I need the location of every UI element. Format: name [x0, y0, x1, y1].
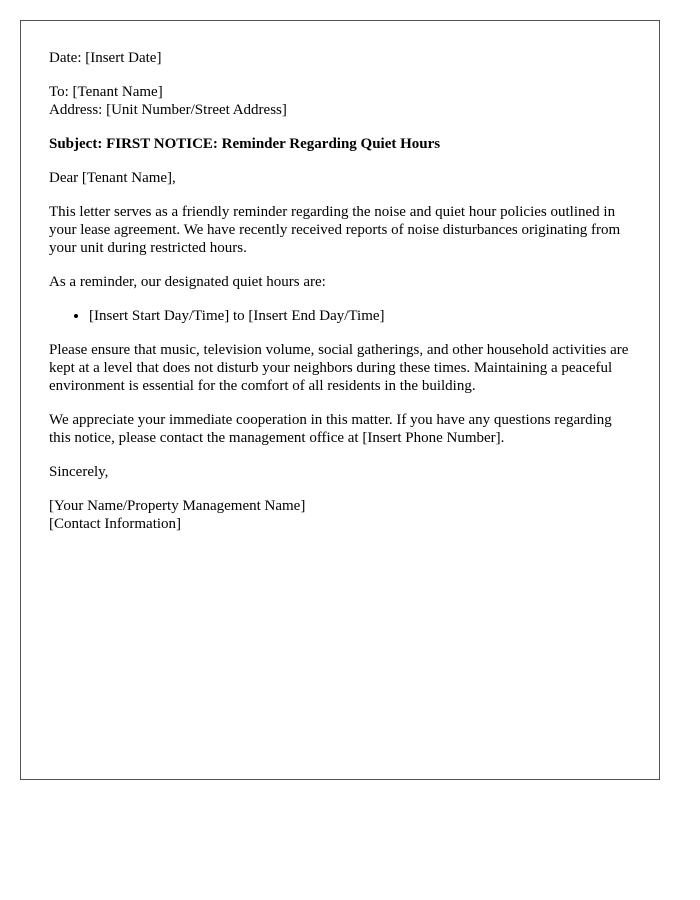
recipient-name: To: [Tenant Name] — [49, 84, 163, 100]
body-paragraph-3: Please ensure that music, television volume, social gatherings, and other household activities are kept at a level that does not disturb your neighbors during these times. Maintaining a peaceful environment is essential for the comfort of all residents in the building. — [49, 342, 629, 394]
signature-name: [Your Name/Property Management Name] — [49, 498, 306, 514]
signature-contact: [Contact Information] — [49, 516, 182, 532]
salutation: Dear [Tenant Name], — [49, 170, 176, 186]
closing: Sincerely, — [49, 464, 109, 480]
quiet-hours-list — [49, 307, 631, 325]
signature-block — [49, 497, 631, 533]
body-paragraph-4: We appreciate your immediate cooperation in this matter. If you have any questions regarding this notice, please contact the management office at [Insert Phone Number]. — [49, 412, 612, 446]
quiet-hours-item: • [Insert Start Day/Time] to [Insert End Day/Time] — [89, 307, 631, 325]
notice-letter — [20, 20, 660, 780]
body-paragraph-2: As a reminder, our designated quiet hours are: — [49, 274, 326, 290]
body-paragraph-1: This letter serves as a friendly reminder regarding the noise and quiet hour policies outlined in your lease agreement. We have recently received reports of noise disturbances originating from your unit during restricted hours. — [49, 204, 621, 256]
subject-line: Subject: FIRST NOTICE: Reminder Regarding Quiet Hours — [49, 136, 441, 152]
recipient-block — [49, 83, 631, 119]
recipient-address: Address: [Unit Number/Street Address] — [49, 102, 287, 118]
date-line: Date: [Insert Date] — [49, 50, 162, 66]
